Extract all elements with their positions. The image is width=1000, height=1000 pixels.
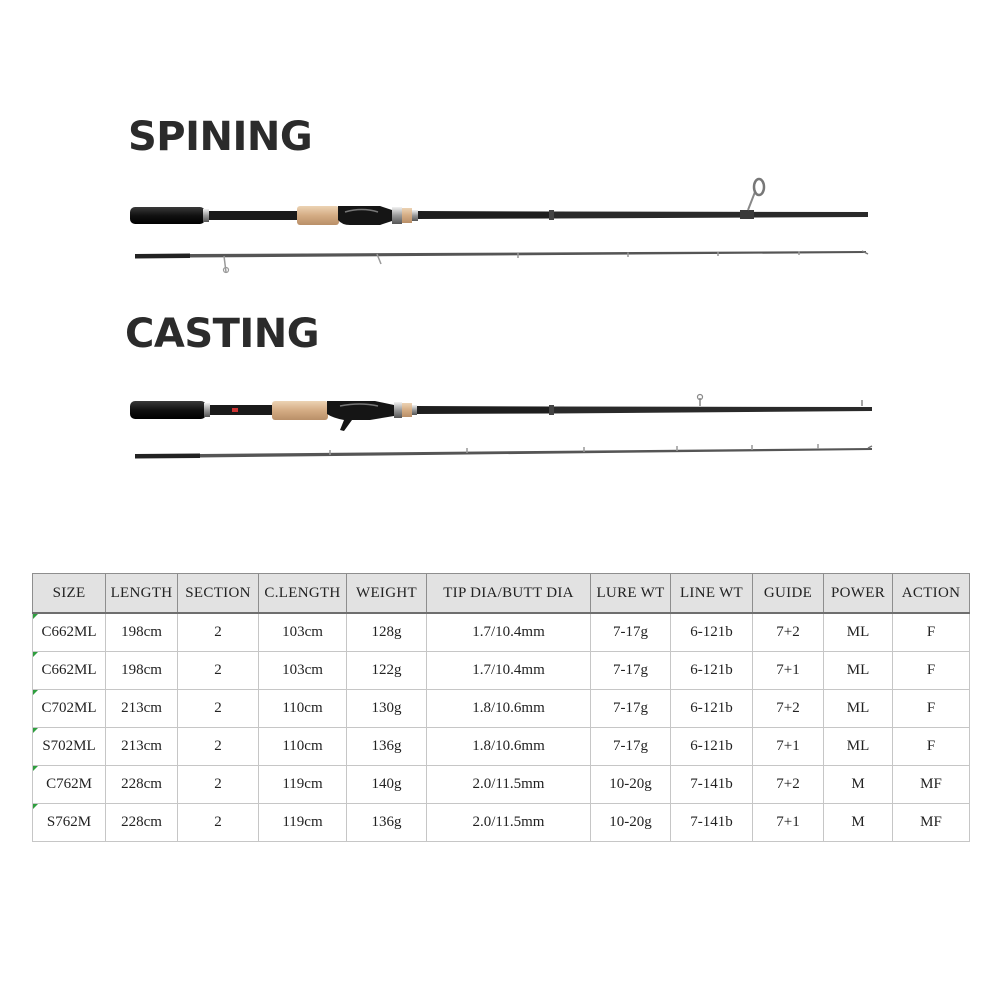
cell-section: 2 bbox=[178, 690, 259, 728]
cell-c-length: 110cm bbox=[259, 690, 347, 728]
cell-line-wt: 6-121b bbox=[671, 652, 753, 690]
cell-action: MF bbox=[893, 804, 970, 842]
spinning-heading: SPINING bbox=[128, 114, 313, 160]
cell-c-length: 119cm bbox=[259, 766, 347, 804]
table-row bbox=[33, 690, 970, 728]
spinning-tip-section bbox=[135, 251, 868, 273]
cell-line-wt: 6-121b bbox=[671, 728, 753, 766]
cell-length: 228cm bbox=[106, 804, 178, 842]
cell-weight: 130g bbox=[347, 690, 427, 728]
cell-line-wt: 6-121b bbox=[671, 613, 753, 652]
header-line-wt: LINE WT bbox=[671, 574, 753, 614]
spec-table bbox=[32, 573, 970, 842]
casting-heading: CASTING bbox=[125, 311, 320, 357]
cell-size: C762M bbox=[33, 766, 106, 804]
cell-action: F bbox=[893, 613, 970, 652]
casting-tip-section bbox=[135, 444, 872, 459]
cell-size: C702ML bbox=[33, 690, 106, 728]
cell-tip-butt-dia: 2.0/11.5mm bbox=[427, 766, 591, 804]
cell-guide: 7+1 bbox=[753, 728, 824, 766]
cell-power: M bbox=[824, 766, 893, 804]
cell-section: 2 bbox=[178, 804, 259, 842]
cell-size: S762M bbox=[33, 804, 106, 842]
cell-length: 198cm bbox=[106, 652, 178, 690]
cell-lure-wt: 7-17g bbox=[591, 613, 671, 652]
cell-guide: 7+2 bbox=[753, 766, 824, 804]
table-row bbox=[33, 613, 970, 652]
header-c-length: C.LENGTH bbox=[259, 574, 347, 614]
cell-size: C662ML bbox=[33, 652, 106, 690]
cell-power: ML bbox=[824, 613, 893, 652]
cell-guide: 7+2 bbox=[753, 690, 824, 728]
cell-power: ML bbox=[824, 690, 893, 728]
spinning-butt-section bbox=[130, 179, 868, 225]
header-section: SECTION bbox=[178, 574, 259, 614]
cell-guide: 7+2 bbox=[753, 613, 824, 652]
cell-lure-wt: 7-17g bbox=[591, 652, 671, 690]
cell-size: S702ML bbox=[33, 728, 106, 766]
spinning-rod-image bbox=[0, 170, 1000, 280]
cell-power: M bbox=[824, 804, 893, 842]
cell-power: ML bbox=[824, 728, 893, 766]
cell-tip-butt-dia: 2.0/11.5mm bbox=[427, 804, 591, 842]
header-action: ACTION bbox=[893, 574, 970, 614]
casting-butt-section bbox=[130, 395, 872, 432]
table-row bbox=[33, 652, 970, 690]
cell-c-length: 103cm bbox=[259, 613, 347, 652]
cell-action: F bbox=[893, 728, 970, 766]
cell-power: ML bbox=[824, 652, 893, 690]
cell-action: F bbox=[893, 690, 970, 728]
cell-lure-wt: 7-17g bbox=[591, 690, 671, 728]
header-tip-butt-dia: TIP DIA/BUTT DIA bbox=[427, 574, 591, 614]
cell-weight: 140g bbox=[347, 766, 427, 804]
header-guide: GUIDE bbox=[753, 574, 824, 614]
cell-weight: 136g bbox=[347, 728, 427, 766]
table-header-row bbox=[33, 574, 970, 614]
header-power: POWER bbox=[824, 574, 893, 614]
cell-length: 198cm bbox=[106, 613, 178, 652]
cell-tip-butt-dia: 1.7/10.4mm bbox=[427, 652, 591, 690]
cell-weight: 122g bbox=[347, 652, 427, 690]
cell-section: 2 bbox=[178, 652, 259, 690]
cell-action: F bbox=[893, 652, 970, 690]
cell-section: 2 bbox=[178, 766, 259, 804]
cell-lure-wt: 10-20g bbox=[591, 766, 671, 804]
cell-length: 213cm bbox=[106, 690, 178, 728]
header-length: LENGTH bbox=[106, 574, 178, 614]
cell-weight: 128g bbox=[347, 613, 427, 652]
cell-tip-butt-dia: 1.8/10.6mm bbox=[427, 728, 591, 766]
cell-line-wt: 7-141b bbox=[671, 804, 753, 842]
cell-line-wt: 6-121b bbox=[671, 690, 753, 728]
cell-tip-butt-dia: 1.8/10.6mm bbox=[427, 690, 591, 728]
cell-tip-butt-dia: 1.7/10.4mm bbox=[427, 613, 591, 652]
header-weight: WEIGHT bbox=[347, 574, 427, 614]
cell-length: 228cm bbox=[106, 766, 178, 804]
cell-line-wt: 7-141b bbox=[671, 766, 753, 804]
cell-c-length: 119cm bbox=[259, 804, 347, 842]
table-row bbox=[33, 728, 970, 766]
cell-section: 2 bbox=[178, 613, 259, 652]
header-size: SIZE bbox=[33, 574, 106, 614]
cell-lure-wt: 7-17g bbox=[591, 728, 671, 766]
table-row bbox=[33, 766, 970, 804]
cell-guide: 7+1 bbox=[753, 804, 824, 842]
cell-c-length: 110cm bbox=[259, 728, 347, 766]
cell-c-length: 103cm bbox=[259, 652, 347, 690]
casting-rod-image bbox=[0, 390, 1000, 465]
cell-length: 213cm bbox=[106, 728, 178, 766]
table-row bbox=[33, 804, 970, 842]
cell-lure-wt: 10-20g bbox=[591, 804, 671, 842]
cell-section: 2 bbox=[178, 728, 259, 766]
cell-action: MF bbox=[893, 766, 970, 804]
cell-size: C662ML bbox=[33, 613, 106, 652]
cell-guide: 7+1 bbox=[753, 652, 824, 690]
cell-weight: 136g bbox=[347, 804, 427, 842]
header-lure-wt: LURE WT bbox=[591, 574, 671, 614]
